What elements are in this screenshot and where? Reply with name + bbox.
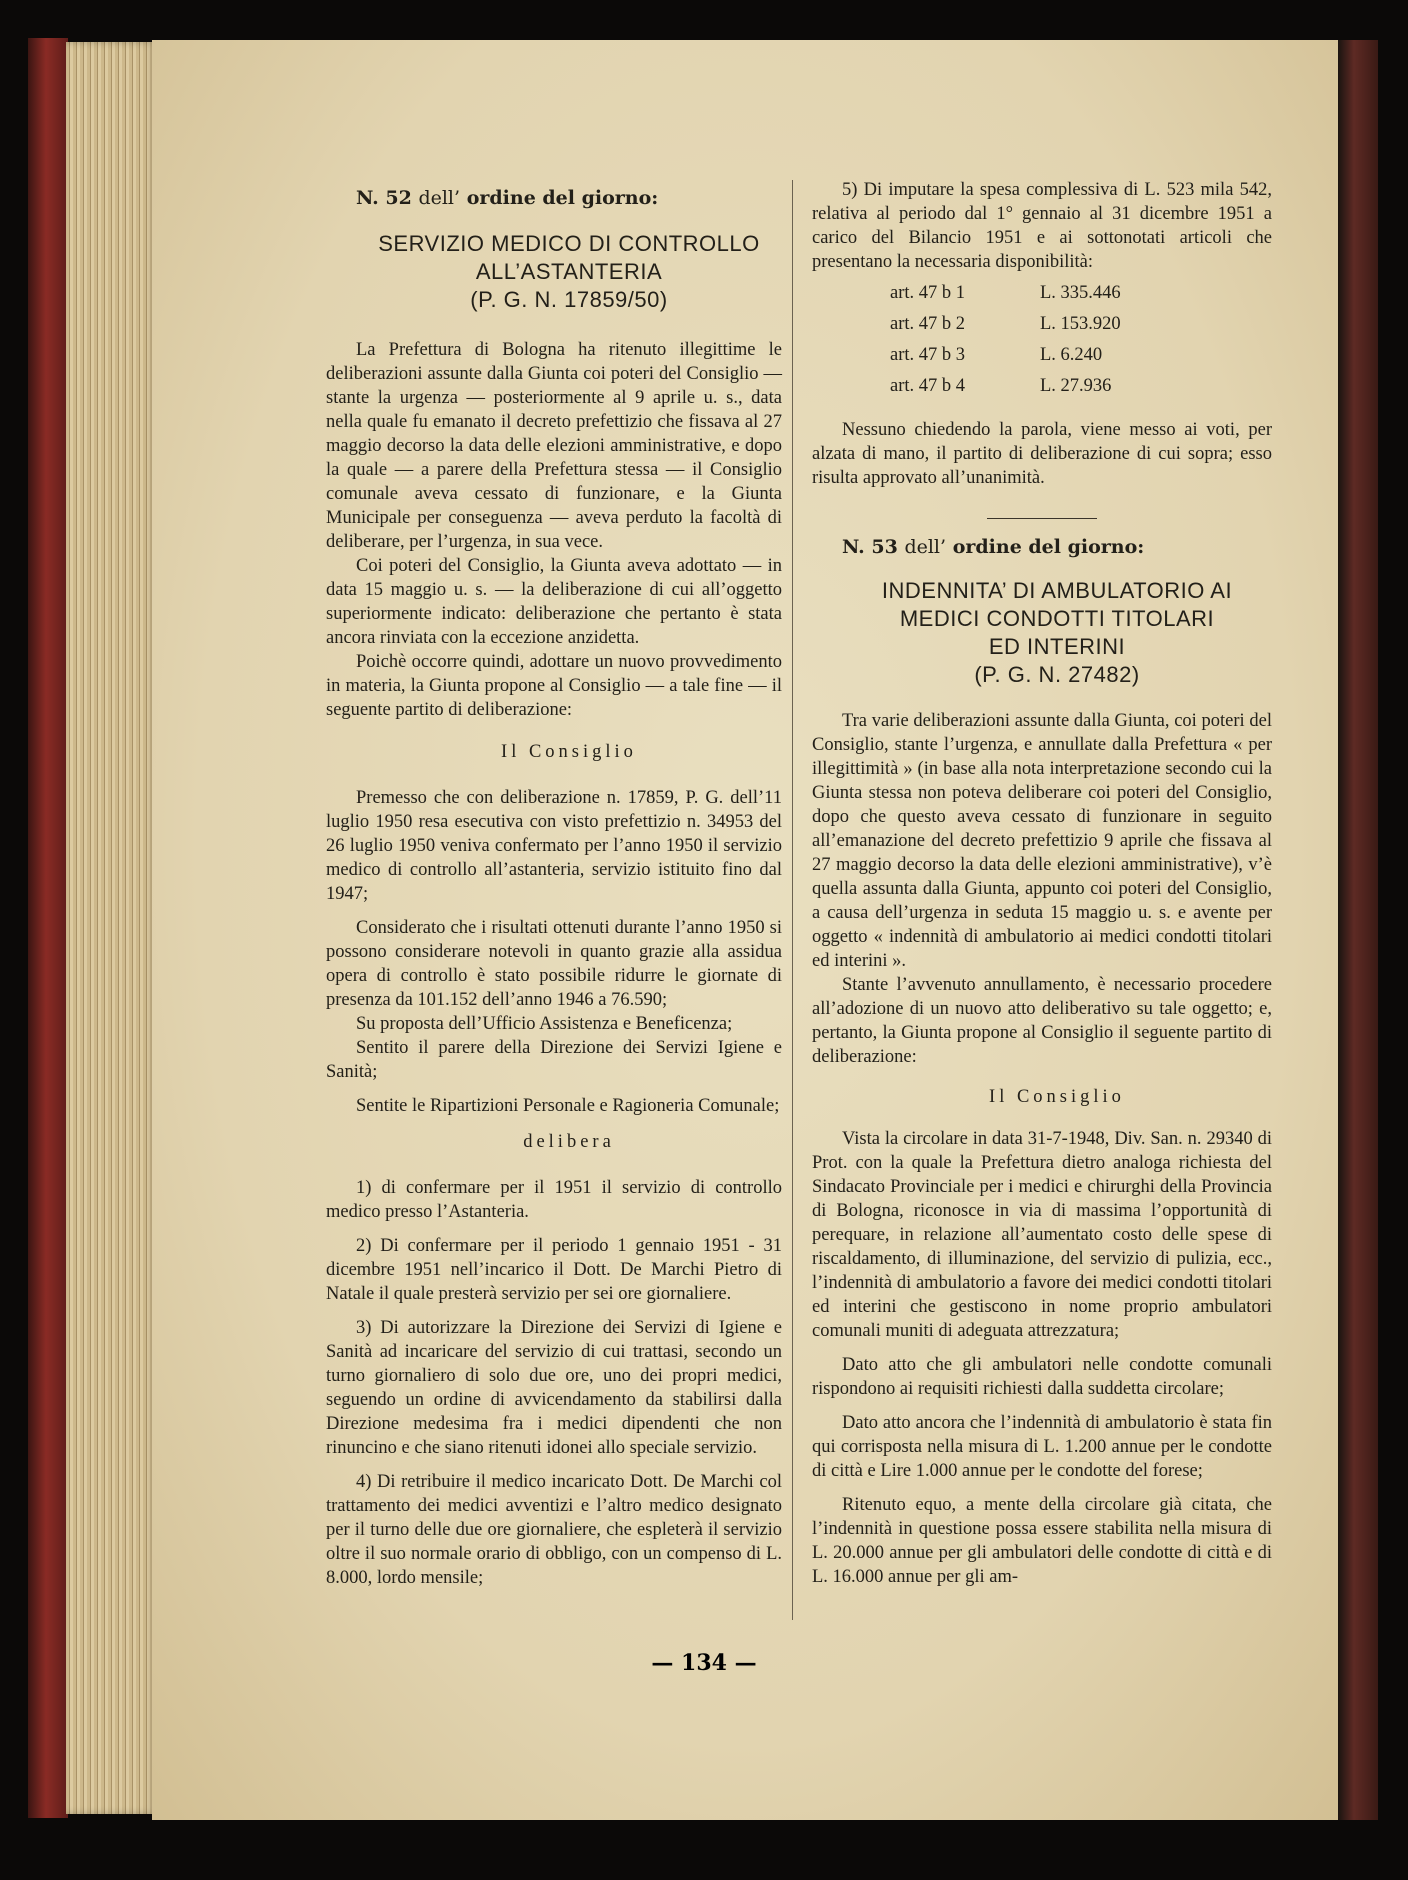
section-title-line: MEDICI CONDOTTI TITOLARI (899, 606, 1215, 631)
article-row (890, 340, 1150, 371)
section-title-line: ED INTERINI (988, 634, 1126, 659)
paragraph: Coi poteri del Consiglio, la Giunta aveva adottato — in data 15 maggio u. s. — la deliberazione di cui all’oggetto superiormente indicato: deliberazione che pertanto è stata ancora rinviata con la eccezione anzidetta. (326, 556, 782, 648)
paragraph: Tra varie deliberazioni assunte dalla Giunta, coi poteri del Consiglio, stante l’urgenza, e annullate dalla Prefettura « per illegittimità » (in base alla nota interpretazione secondo cui la Giunta stessa non poteva deliberare coi poteri del Consiglio, dopo che questo aveva cessato di funzionare in seguito all’emanazione del decreto prefettizio 9 aprile che fissava al 27 maggio decorso la data delle elezioni amministrative), v’è quella assunta dalla Giunta, appunto coi poteri del Consiglio, a causa dell’urgenza in seduta 15 maggio u. s. e avente per oggetto « indennità di ambulatorio ai medici condotti titolari ed interini ». (812, 711, 1272, 971)
article-row (890, 371, 1150, 402)
article-label: art. 47 b 2 (890, 314, 966, 334)
book-spine (1338, 40, 1378, 1820)
paragraph: Premesso che con deliberazione n. 17859, P. G. dell’11 luglio 1950 resa esecutiva con visto prefettizio n. 34953 del 26 luglio 1950 veniva confermato per l’anno 1950 il servizio medico di controllo all’astanteria, servizio istituito fino dal 1947; (326, 788, 782, 904)
paragraph: Poichè occorre quindi, adottare un nuovo provvedimento in materia, la Giunta propone al Consiglio — a tale fine — il seguente partito di deliberazione: (326, 652, 782, 720)
article-amount: L. 27.936 (1040, 376, 1112, 396)
right-column (812, 178, 1272, 1589)
paragraph: Sentito il parere della Direzione dei Servizi Igiene e Sanità; (326, 1038, 782, 1082)
article-label: art. 47 b 4 (890, 376, 966, 396)
section-title-line: (P. G. N. 17859/50) (470, 287, 668, 312)
article-label: art. 47 b 3 (890, 345, 966, 365)
article-row (890, 278, 1150, 309)
agenda-heading-53: N. 53 dell’ ordine del giorno: (842, 536, 1145, 558)
paragraph: Stante l’avvenuto annullamento, è necessario procedere all’adozione di un nuovo atto deliberativo su tale oggetto; e, pertanto, la Giunta propone al Consiglio il seguente partito di deliberazione: (812, 975, 1272, 1067)
column-divider (792, 180, 793, 1620)
section-title-line: ALL’ASTANTERIA (475, 259, 663, 284)
consiglio-heading: Il Consiglio (989, 1087, 1125, 1107)
articles-table (890, 278, 1150, 402)
list-item: 5) Di imputare la spesa complessiva di L. 523 mila 542, relativa al periodo dal 1° gennaio al 31 dicembre 1951 a carico del Bilancio 1951 e ai sottonotati articoli che presentano la necessaria disponibilità: (812, 180, 1272, 272)
delibera-heading: delibera (523, 1132, 615, 1152)
consiglio-heading: Il Consiglio (501, 742, 637, 762)
left-column (326, 186, 782, 1590)
page-number: — 134 — (651, 1650, 757, 1676)
list-item: 2) Di confermare per il periodo 1 gennaio 1951 - 31 dicembre 1951 nell’incarico il Dott. De Marchi Pietro di Natale il quale presterà servizio per sei ore giornaliere. (326, 1236, 782, 1304)
article-row (890, 309, 1150, 340)
paragraph: Ritenuto equo, a mente della circolare già citata, che l’indennità in questione possa essere stabilita nella misura di L. 20.000 annue per gli ambulatori delle condotte di città e di L. 16.000 annue per gli am- (812, 1495, 1272, 1587)
list-item: 4) Di retribuire il medico incaricato Dott. De Marchi col trattamento dei medici avventizi e l’altro medico designato per il turno delle due ore giornaliere, che espleterà il servizio oltre il suo normale orario di obbligo, con un compenso di L. 8.000, lordo mensile; (326, 1472, 782, 1588)
paragraph: La Prefettura di Bologna ha ritenuto illegittime le deliberazioni assunte dalla Giunta coi poteri del Consiglio — stante la urgenza — posteriormente al 9 aprile u. s., data nella quale fu emanato il decreto prefettizio che fissava al 27 maggio decorso la data delle elezioni amministrative, e dopo la quale — a parere della Prefettura stessa — il Consiglio comunale aveva cessato di funzionare, e la Giunta Municipale per conseguenza — aveva perduto la facoltà di deliberare, per l’urgenza, in sua vece. (326, 340, 782, 552)
paragraph: Dato atto che gli ambulatori nelle condotte comunali rispondono ai requisiti richiesti dalla suddetta circolare; (812, 1355, 1272, 1399)
paragraph: Su proposta dell’Ufficio Assistenza e Beneficenza; (356, 1014, 733, 1034)
section-title-line: (P. G. N. 27482) (974, 662, 1140, 687)
page-edges (66, 42, 158, 1814)
article-label: art. 47 b 1 (890, 283, 966, 303)
agenda-heading-52: N. 52 dell’ ordine del giorno: (356, 187, 659, 209)
paragraph: Sentite le Ripartizioni Personale e Ragioneria Comunale; (356, 1096, 780, 1116)
paragraph: Nessuno chiedendo la parola, viene messo ai voti, per alzata di mano, il partito di deliberazione di cui sopra; esso risulta approvato all’unanimità. (812, 420, 1272, 488)
paragraph: Vista la circolare in data 31-7-1948, Div. San. n. 29340 di Prot. con la quale la Prefettura dietro analoga richiesta del Sindacato Provinciale per i medici e chirurghi della Provincia di Bologna, riconosce in via di massima l’opportunità di perequare, in relazione all’aumentato costo delle spese di riscaldamento, di illuminazione, del servizio di pulizia, ecc., l’indennità di ambulatorio a favore dei medici condotti titolari ed interini che gestiscono in nome proprio ambulatori comunali muniti di adeguata attrezzatura; (812, 1129, 1272, 1341)
paragraph: Considerato che i risultati ottenuti durante l’anno 1950 si possono considerare notevoli in quanto grazie alla assidua opera di controllo è stato possibile ridurre le giornate di presenza da 101.152 dell’anno 1946 a 76.590; (326, 918, 782, 1010)
section-title-line: SERVIZIO MEDICO DI CONTROLLO (378, 231, 760, 256)
section-title-line: INDENNITA’ DI AMBULATORIO AI (881, 578, 1233, 603)
article-amount: L. 153.920 (1040, 314, 1121, 334)
list-item: 1) di confermare per il 1951 il servizio di controllo medico presso l’Astanteria. (326, 1178, 782, 1222)
article-amount: L. 6.240 (1040, 345, 1103, 365)
book-binding (28, 38, 68, 1818)
article-amount: L. 335.446 (1040, 283, 1121, 303)
list-item: 3) Di autorizzare la Direzione dei Servizi di Igiene e Sanità ad incaricare del servizio di cui trattasi, secondo un turno giornaliero di solo due ore, uno dei propri medici, seguendo un ordine di avvicendamento da stabilirsi dalla Direzione medesima fra i medici dipendenti che non rinuncino e che siano ritenuti idonei allo speciale servizio. (326, 1318, 782, 1458)
paragraph: Dato atto ancora che l’indennità di ambulatorio è stata fin qui corrisposta nella misura di L. 1.200 annue per le condotte di città e Lire 1.000 annue per le condotte del forese; (812, 1413, 1272, 1481)
